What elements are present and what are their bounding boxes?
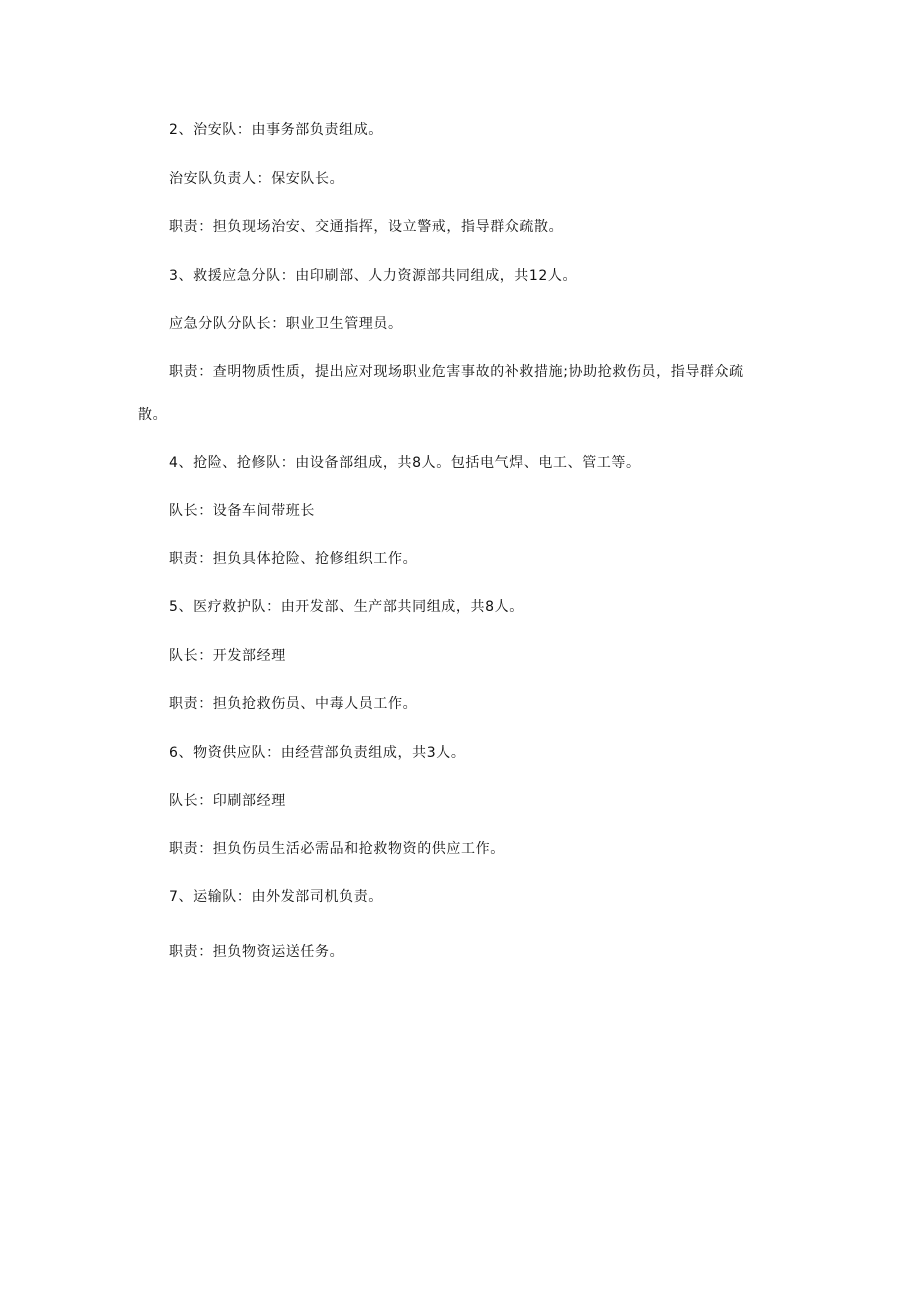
section-6-heading: 6、物资供应队：由经营部负责组成，共3人。	[169, 745, 466, 761]
section-4-heading: 4、抢险、抢修队：由设备部组成，共8人。包括电气焊、电工、管工等。	[169, 455, 641, 471]
section-3-leader: 应急分队分队长：职业卫生管理员。	[169, 316, 403, 332]
section-6-duty: 职责：担负伤员生活必需品和抢救物资的供应工作。	[169, 841, 505, 857]
section-3-heading: 3、救援应急分队：由印刷部、人力资源部共同组成，共12人。	[169, 268, 578, 284]
section-5-duty: 职责：担负抢救伤员、中毒人员工作。	[169, 696, 418, 712]
section-3-duty-continued: 散。	[138, 407, 168, 423]
section-2-heading: 2、治安队：由事务部负责组成。	[169, 122, 383, 138]
section-6-leader: 队长：印刷部经理	[169, 793, 286, 809]
section-2-duty: 职责：担负现场治安、交通指挥，设立警戒，指导群众疏散。	[169, 219, 564, 235]
section-3-duty: 职责：查明物质性质，提出应对现场职业危害事故的补救措施;协助抢救伤员，指导群众疏	[169, 364, 744, 380]
section-2-leader: 治安队负责人：保安队长。	[169, 171, 345, 187]
section-5-heading: 5、医疗救护队：由开发部、生产部共同组成，共8人。	[169, 599, 524, 615]
section-4-leader: 队长：设备车间带班长	[169, 503, 315, 519]
section-5-leader: 队长：开发部经理	[169, 648, 286, 664]
section-4-duty: 职责：担负具体抢险、抢修组织工作。	[169, 551, 418, 567]
section-7-duty: 职责：担负物资运送任务。	[169, 944, 345, 960]
section-7-heading: 7、运输队：由外发部司机负责。	[169, 889, 383, 905]
